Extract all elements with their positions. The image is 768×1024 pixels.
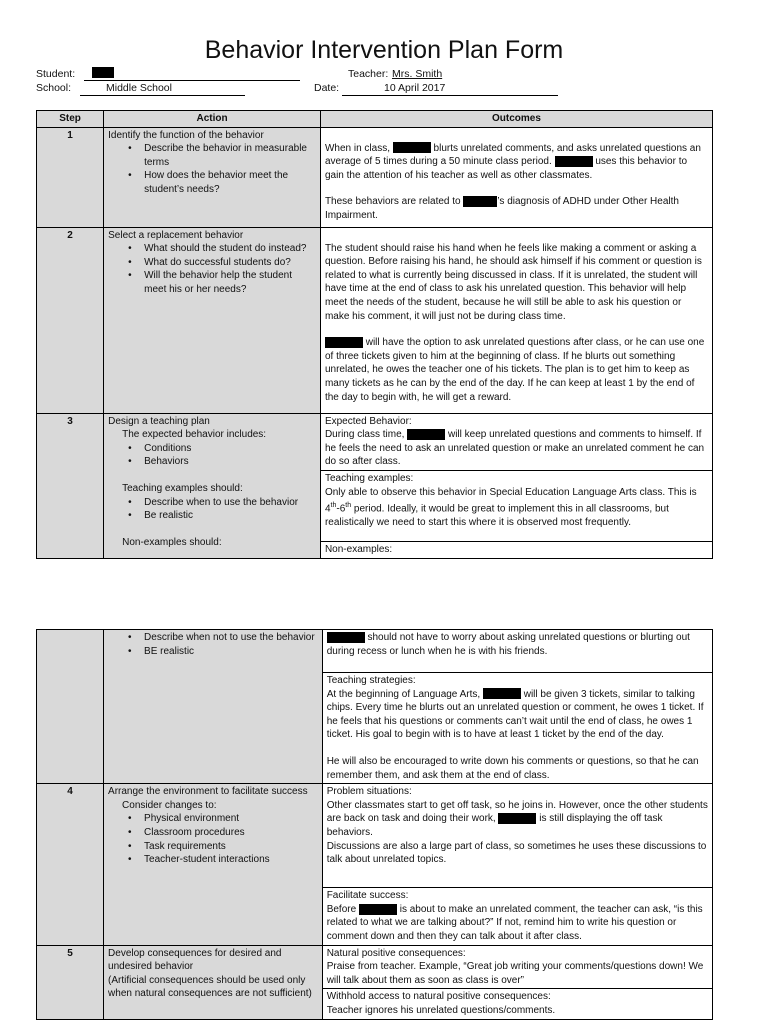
action-title: Select a replacement behavior — [108, 229, 244, 241]
outcome-text: Before is about to make an unrelated comment, the teacher can ask, “is this related to what we are talking about?” If not, remind him to write his question or comment down and then they can talk about it after class. — [326, 903, 703, 942]
student-name-redaction — [498, 813, 536, 824]
step-number: 2 — [37, 227, 104, 413]
subsection-label: Facilitate success: — [326, 890, 409, 902]
outcome-text: Praise from teacher. Example, “Great job writing your comments/questions down! We will talk about them as soon as class is over” — [326, 961, 704, 986]
action-title: Identify the function of the behavior — [108, 129, 264, 141]
subsection-label: Withhold access to natural positive consequences: — [326, 991, 551, 1003]
table-row — [37, 945, 713, 1019]
student-name-redaction — [359, 904, 397, 915]
school-label: School: — [36, 82, 72, 94]
action-bullet: • Will the behavior help the student meet his or her needs? — [144, 269, 316, 296]
action-cell — [104, 413, 321, 558]
step-column-header: Step — [37, 111, 104, 128]
school-value: Middle School — [106, 82, 172, 94]
action-title: Arrange the environment to facilitate success — [108, 786, 308, 798]
outcome-text: will have the option to ask unrelated questions after class, or he can use one of three tickets given to him at the beginning of class. If he blurts out something unrelated, he owes the teacher one of his tickets. The plan is to get him to keep as many tickets as he can by the end of the day. If he can keep at least 1 by the end of the day to begin with, he will get a reward. — [324, 337, 705, 403]
outcome-subsection — [323, 946, 712, 990]
outcomes-column-header: Outcomes — [320, 111, 712, 128]
table-row — [37, 127, 713, 227]
outcome-subsection — [321, 471, 712, 542]
student-name-redaction — [393, 142, 431, 153]
outcome-subsection — [323, 784, 712, 888]
action-cell — [104, 127, 321, 227]
student-name-redaction — [555, 156, 593, 167]
action-cell — [104, 945, 323, 1019]
plan-table — [36, 110, 713, 559]
step-number — [37, 630, 104, 784]
student-name-redaction — [483, 688, 521, 699]
outcome-text: Other classmates start to get off task, so he joins in. However, once the other students are back on task and doing their work, is still displaying the off task behaviors. — [326, 799, 708, 838]
action-title: Design a teaching plan — [108, 415, 210, 427]
action-cell — [104, 784, 323, 945]
school-field-line — [80, 95, 245, 96]
outcome-text: At the beginning of Language Arts, will be given 3 tickets, similar to talking chips. Every time he blurts out an unrelated question or comment, he owes 1 ticket. If he feels that his questions or comments can’t wait until the end of class, he owes 1 ticket. His goal to begin with is to have at least 1 ticket by the end of the day. — [326, 688, 704, 741]
outcome-subsection — [323, 630, 712, 673]
outcome-subsection — [321, 414, 712, 471]
plan-table-continued — [36, 629, 713, 1020]
outcome-subsection — [323, 888, 712, 944]
action-column-header: Action — [104, 111, 321, 128]
action-bullet: • Behaviors — [144, 455, 316, 469]
subsection-label: Teaching strategies: — [326, 675, 416, 686]
outcome-text: When in class, blurts unrelated comments, and asks unrelated questions an average of 5 times during a 50 minute class period. uses this behavior to gain the attention of his teacher as well as other classmates. — [324, 142, 701, 181]
step-number: 4 — [37, 784, 104, 945]
outcome-text: Discussions are also a large part of class, so sometimes he uses these discussions to talk about unrelated topics. — [326, 840, 707, 866]
action-bullet: • Describe when not to use the behavior — [144, 631, 318, 645]
outcome-cell — [322, 784, 712, 945]
action-sublabel: The expected behavior includes: — [122, 429, 267, 441]
outcome-text: Only able to observe this behavior in Special Education Language Arts class. This is 4th-6th period. Ideally, it would be great to implement this in all classrooms, but realistically we need to start this where it is observed most frequently. — [324, 486, 697, 529]
outcome-text: Teacher ignores his unrelated questions/comments. — [326, 1004, 556, 1016]
table-row — [37, 413, 713, 558]
step-number: 3 — [37, 413, 104, 558]
subsection-label: Non-examples: — [324, 543, 393, 555]
student-name-redaction — [327, 632, 365, 643]
date-field-line — [342, 95, 558, 96]
action-bullet: • BE realistic — [144, 645, 318, 659]
action-bullet: • Physical environment — [144, 812, 318, 826]
student-name-redaction — [92, 67, 114, 78]
outcome-cell — [320, 413, 712, 558]
action-bullet: • What do successful students do? — [144, 256, 316, 270]
teacher-label: Teacher: — [348, 68, 389, 80]
step-number: 1 — [37, 127, 104, 227]
action-cell — [104, 630, 323, 784]
action-sublabel: Teaching examples should: — [122, 482, 243, 494]
student-label: Student: — [36, 68, 76, 80]
date-value: 10 April 2017 — [384, 82, 446, 94]
action-bullet: • Classroom procedures — [144, 826, 318, 840]
page-title: Behavior Intervention Plan Form — [204, 36, 564, 64]
step-number: 5 — [37, 945, 104, 1019]
action-bullet: • How does the behavior meet the student’s needs? — [144, 169, 316, 196]
subsection-label: Problem situations: — [326, 786, 412, 798]
outcome-subsection — [323, 989, 712, 1018]
outcome-cell — [320, 227, 712, 413]
action-bullet: • What should the student do instead? — [144, 242, 316, 256]
action-bullet: • Describe the behavior in measurable terms — [144, 142, 316, 169]
action-bullet: • Teacher-student interactions — [144, 853, 318, 867]
table-row — [37, 227, 713, 413]
outcome-cell — [320, 127, 712, 227]
student-name-redaction — [325, 337, 363, 348]
outcome-text: should not have to worry about asking unrelated questions or blurting out during recess or lunch when he is with his friends. — [326, 632, 690, 657]
action-bullet: • Describe when to use the behavior — [144, 496, 316, 510]
table-header-row — [37, 111, 713, 128]
action-bullet: • Be realistic — [144, 509, 316, 523]
outcome-cell — [322, 630, 712, 784]
student-field-line — [84, 80, 300, 81]
action-sublabel: Non-examples should: — [122, 536, 222, 548]
outcome-text: The student should raise his hand when he feels like making a comment or asking a question. Before raising his hand, he should ask himself if his comment or question is related to what is currently being discussed in class. If it is unrelated, the student will have time at the end of class to ask his unrelated question. This behavior will help meet the needs of the student, because he will still be able to ask his question or make his comment, it will just not be during class time. — [324, 242, 702, 322]
subsection-label: Expected Behavior: — [324, 415, 412, 427]
student-name-redaction — [407, 429, 445, 440]
outcome-text: During class time, will keep unrelated questions and comments to himself. If he feels the need to ask an unrelated question or make an unrelated comment he can do so after class. — [324, 429, 705, 468]
action-bullet: • Conditions — [144, 442, 316, 456]
outcome-text: These behaviors are related to ’s diagnosis of ADHD under Other Health Impairment. — [324, 196, 679, 221]
table-row — [37, 784, 713, 945]
action-title: Develop consequences for desired and undesired behavior — [108, 947, 282, 973]
student-name-redaction — [463, 196, 497, 207]
outcome-subsection — [321, 542, 712, 558]
outcome-cell — [322, 945, 712, 1019]
outcome-subsection — [323, 673, 712, 783]
subsection-label: Natural positive consequences: — [326, 947, 466, 959]
outcome-text: He will also be encouraged to write down his comments or questions, so that he can remember them, and ask them at the end of class. — [326, 755, 699, 781]
table-row — [37, 630, 713, 784]
action-note: (Artificial consequences should be used only when natural consequences are not sufficient) — [108, 974, 312, 1000]
teacher-value: Mrs. Smith — [392, 68, 443, 80]
action-cell — [104, 227, 321, 413]
action-bullet: • Task requirements — [144, 840, 318, 854]
date-label: Date: — [314, 82, 340, 94]
action-sublabel: Consider changes to: — [122, 799, 217, 811]
subsection-label: Teaching examples: — [324, 472, 414, 484]
